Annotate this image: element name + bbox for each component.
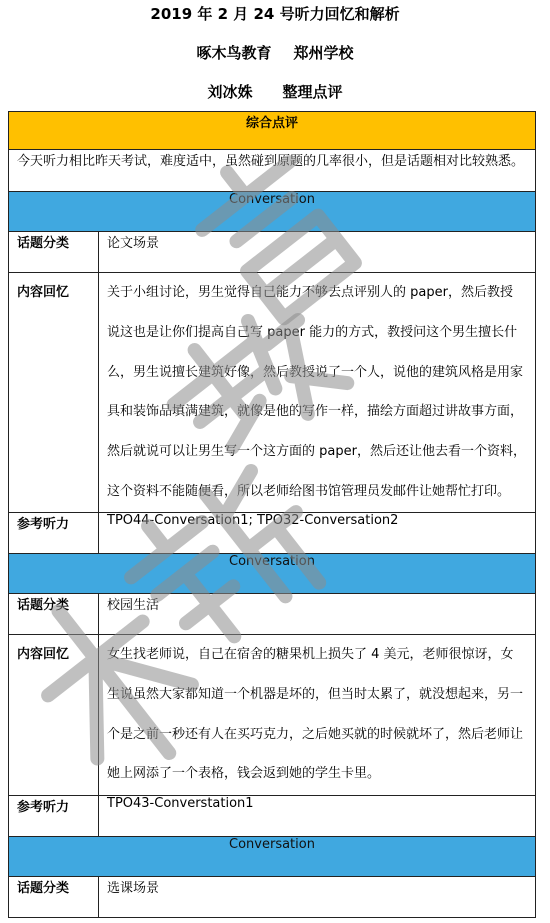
topic-value: 论文场景: [99, 232, 536, 273]
reference-label: 参考听力: [9, 513, 99, 554]
section-heading: Conversation: [9, 554, 536, 594]
topic-row: [9, 877, 536, 918]
reference-row: [9, 513, 536, 554]
school-name: 郑州学校: [293, 44, 354, 62]
content-text: [99, 273, 536, 513]
section-header-row: [9, 192, 536, 232]
content-label: 内容回忆: [9, 635, 99, 796]
section-heading: Conversation: [9, 837, 536, 877]
content-row: [9, 273, 536, 513]
content-row: [9, 635, 536, 796]
topic-row: [9, 594, 536, 635]
content-label: 内容回忆: [9, 273, 99, 513]
topic-value: 选课场景: [99, 877, 536, 918]
reference-label: 参考听力: [9, 796, 99, 837]
reference-row: [9, 796, 536, 837]
topic-label: 话题分类: [9, 594, 99, 635]
content-text: [99, 635, 536, 796]
content-line: 说这也是让你们提高自己写 paper 能力的方式，教授问这个男生擅长什: [107, 324, 518, 340]
topic-label: 话题分类: [9, 232, 99, 273]
org-name: 啄木鸟教育: [196, 44, 272, 62]
summary-header-row: [9, 112, 536, 150]
content-line: 生说虽然大家都知道一个机器是坏的，但当时太累了，就没想起来，另一: [107, 686, 524, 702]
author-line: [0, 81, 550, 102]
topic-row: [9, 232, 536, 273]
author-name: 刘冰姝: [207, 83, 253, 101]
content-line: 然后就说可以让男生写一个这方面的 paper，然后还让他去看一个资料，: [107, 444, 526, 460]
topic-label: 话题分类: [9, 877, 99, 918]
content-line: 这个资料不能随便看，所以老师给图书馆管理员发邮件让她帮忙打印。: [107, 483, 511, 499]
content-line: 个是之前一秒还有人在买巧克力，之后她买就的时候就坏了，然后老师让: [107, 726, 524, 742]
content-line: 关于小组讨论，男生觉得自己能力不够去点评别人的 paper，然后教授: [107, 285, 513, 300]
section-header-row: [9, 554, 536, 594]
topic-value: 校园生活: [99, 594, 536, 635]
content-line: 具和装饰品填满建筑，就像是他的写作一样，描绘方面超过讲故事方面，: [107, 404, 524, 420]
author-role: 整理点评: [282, 83, 343, 101]
reference-value: TPO43-Converstation1: [99, 796, 536, 837]
summary-row: [9, 150, 536, 192]
summary-text: 今天听力相比昨天考试，难度适中，虽然碰到原题的几率很小，但是话题相对比较熟悉。: [9, 150, 536, 192]
review-table: [8, 111, 536, 918]
content-line: 她上网添了一个表格，钱会返到她的学生卡里。: [107, 766, 381, 782]
section-header-row: [9, 837, 536, 877]
org-line: [0, 42, 550, 63]
section-heading: Conversation: [9, 192, 536, 232]
document-title: 2019 年 2 月 24 号听力回忆和解析: [150, 5, 400, 23]
summary-heading: 综合点评: [9, 112, 536, 150]
content-line: 女生找老师说，自己在宿舍的糖果机上损失了 4 美元，老师很惊讶，女: [107, 647, 514, 662]
reference-value: TPO44-Conversation1; TPO32-Conversation2: [99, 513, 536, 554]
content-line: 么，男生说擅长建筑好像，然后教授说了一个人，说他的建筑风格是用家: [107, 364, 524, 380]
